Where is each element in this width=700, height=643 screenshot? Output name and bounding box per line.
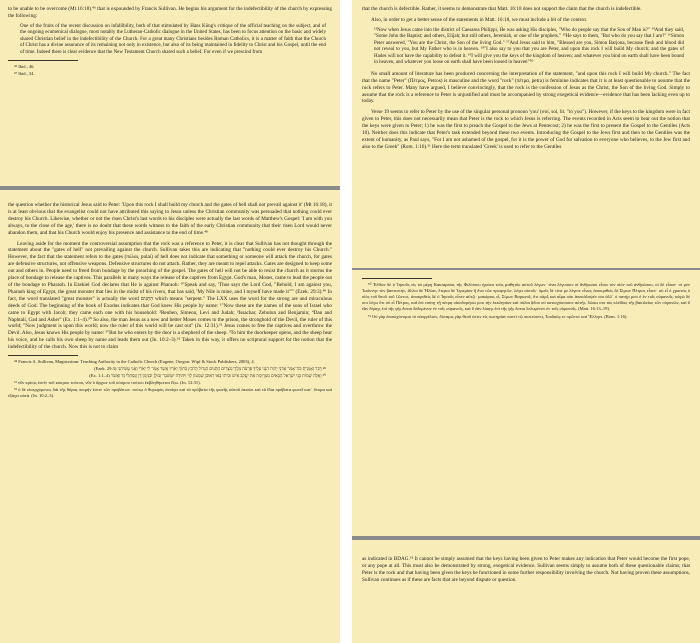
sullivan-block-quote: One of the fruits of the recent discussion on infallibility, both of that stimulated by Hans Küng's critique of the official teaching on the subject, and of the ongoing ecumenical dialogue, most notably the Lutheran-Catholic dialogue in the United States, has been to focus attention on the basic and widely shared Christian belief in the indefectibility of the Church. For a great many Christians besides Roman Catholics, it is a matter of faith that the Church of Christ has a divine assurance of its remaining not only in existence, but also of its being maintained in fidelity to Christ and his Gospel, until the end of time. Indeed there is clear evidence that the New Testament Church shared such a belief. For even if we prescind from — [20, 23, 326, 55]
footnote-51-greek: ⁵¹ Οὐ γὰρ ἐπαισχύνομαι τὸ εὐαγγέλιον, δύναμις γὰρ θεοῦ ἐστιν εἰς σωτηρίαν παντὶ τῷ πιστεύοντι, Ἰουδαίῳ τε πρῶτον καὶ Ἕλληνι. (Rom. 1:16). — [368, 313, 628, 319]
paragraph: Also, in order to get a better sense of the statements in Matt. 16:18, we must include a bit of the context. — [371, 16, 588, 23]
paragraph: that the church is defectible. Rather, it seems to demonstrate that Matt. 16:18 does not support the claim that the church is indefectible. — [362, 6, 642, 12]
footnote-separator — [362, 278, 432, 279]
page-panel-top-right — [352, 0, 700, 268]
footnote-48: ⁴⁸ Francis A. Sullivan, Magisterium: Teaching Authority in the Catholic Church (Eugene, Oregon: Wipf & Stock Publishers, 2003), 4. — [14, 359, 255, 365]
matthew-block-quote: ¹³Now when Jesus came into the district of Caesarea Philippi, He was asking His disciples, "Who do people say that the Son of Man is?" ¹⁴And they said, "Some John the Baptist; and others, Elijah; but still others, Jeremiah, or one of the prophets." ¹⁵He says to them, "But who do you say that I am?" ¹⁶Simon Peter answered, "You are the Christ, the Son of the living God." ¹⁷And Jesus said to him, "Blessed are you, Simon Barjona, because flesh and blood did not reveal to you, but My Father who is in heaven. ¹⁸"I also say to you that you are Peter, and upon this rock I will build My church; and the gates of Hades will not have the capability to defeat it. ¹⁹I will give you the keys of the kingdom of heaven; and whatever you bind on earth shall have been bound in heaven, and whatever you loose on earth shall have been loosed in heaven"⁵⁰ — [374, 27, 684, 66]
paragraph: as indicated in BDAG.⁵² It cannot be simply assumed that the keys having been given to Peter makes any indication that Peter would become the first pope, or any pope at all. This must also be demonstrated by strong, exegetical evidence. Sullivan seems simply to assume both of these questionable claims; that Peter is the rock and that having been given the keys he functioned in some further responsibility involving the church. Not having proven these assumptions, Sullivan continues as if these are facts that are beyond dispute or question. — [362, 556, 690, 583]
page-panel-bottom-right — [352, 540, 700, 643]
footnote-49: ⁴⁹ דַּבֵּר וְאָמַרְתָּ כֹּה־אָמַר אֲדֹנָי יְהוִה הִנְנִי עָלֶיךָ פַּרְעֹה מֶלֶךְ־מִצְרַיִם הַתַּנִּים הַגָּדוֹל הָרֹבֵץ בְּתוֹךְ יְאֹרָיו אֲשֶׁר אָמַר לִי יְאֹרִי וַאֲנִי עֲשִׂיתִנִי (Ezek. 29:3) — [94, 365, 326, 371]
footnote-52: ⁵² ὁ δὲ εἰσερχόμενος διὰ τῆς θύρας ποιμήν ἐστιν τῶν προβάτων. τούτῳ ὁ θυρωρὸς ἀνοίγει καὶ τὰ πρόβατα τῆς φωνῆς αὐτοῦ ἀκούει καὶ τὰ ἴδια πρόβατα φωνεῖ κατ᾽ ὄνομα καὶ ἐξάγει αὐτά. (Jn. 10:2–3). — [8, 386, 332, 398]
footnote-50-greek: ⁵⁰ Ἐλθὼν δὲ ὁ Ἰησοῦς εἰς τὰ μέρη Καισαρείας τῆς Φιλίππου ἠρώτα τοὺς μαθητὰς αὐτοῦ λέγων· τίνα λέγουσιν οἱ ἄνθρωποι εἶναι τὸν υἱὸν τοῦ ἀνθρώπου; οἱ δὲ εἶπαν· οἱ μὲν Ἰωάννην τὸν βαπτιστήν, ἄλλοι δὲ Ἠλίαν, ἕτεροι δὲ Ἰερεμίαν ἢ ἕνα τῶν προφητῶν. λέγει αὐτοῖς· ὑμεῖς δὲ τίνα με λέγετε εἶναι; ἀποκριθεὶς δὲ Σίμων Πέτρος εἶπεν· σὺ εἶ ὁ χριστὸς ὁ υἱὸς τοῦ θεοῦ τοῦ ζῶντος. ἀποκριθεὶς δὲ ὁ Ἰησοῦς εἶπεν αὐτῷ· μακάριος εἶ, Σίμων Βαριωνᾶ, ὅτι σὰρξ καὶ αἷμα οὐκ ἀπεκάλυψέν σοι ἀλλ᾽ ὁ πατήρ μου ὁ ἐν τοῖς οὐρανοῖς. κἀγὼ δέ σοι λέγω ὅτι σὺ εἶ Πέτρος, καὶ ἐπὶ ταύτῃ τῇ πέτρᾳ οἰκοδομήσω μου τὴν ἐκκλησίαν καὶ πύλαι ᾅδου οὐ κατισχύσουσιν αὐτῆς. δώσω σοι τὰς κλεῖδας τῆς βασιλείας τῶν οὐρανῶν, καὶ ὃ ἐὰν δήσῃς ἐπὶ τῆς γῆς ἔσται δεδεμένον ἐν τοῖς οὐρανοῖς, καὶ ὃ ἐὰν λύσῃς ἐπὶ τῆς γῆς ἔσται λελυμένον ἐν τοῖς οὐρανοῖς. (Matt. 16:13–19). — [362, 282, 690, 311]
page-panel-middle-right — [352, 270, 700, 536]
footnote-50: ⁵⁰ וְאֵלֶּה שְׁמוֹת בְּנֵי יִשְׂרָאֵל הַבָּאִים מִצְרָיְמָה אֵת יַעֲקֹב אִישׁ וּבֵיתוֹ בָּאוּ רְאוּבֵן שִׁמְעוֹן לֵוִי וִיהוּדָה יִשָּׂשכָר זְבוּלֻן וּבִנְיָמִן דָּן וְנַפְתָּלִי גָּד וְאָשֵׁר (Ex. 1:1–4) — [89, 372, 326, 378]
footnote-51: ⁵¹ νῦν κρίσις ἐστὶν τοῦ κόσμου τούτου, νῦν ὁ ἄρχων τοῦ κόσμου τούτου ἐκβληθήσεται ἔξω. (Jn. 12:31). — [14, 379, 201, 385]
paragraph: Verse 19 seems to refer to Peter by the use of the singular personal pronoun 'you' (σοί, soi, lit. "to you"). However, if the keys to the kingdom were in fact given to Peter, this does not necessarily mean that Peter is the rock to which Jesus is referring. The events recorded in Acts seem to bear out the notion that the keys were given to Peter; 1) he was the first to preach the Gospel to the Jews at Pentecost; 2) he was the first to present the Gospel to the Gentiles (Acts 10). Neither does this indicate that Peter's task extended beyond these two events. Introducing the Gospel to the Jews first and then to the Gentiles was the extent of humanity, as Paul says, "For I am not ashamed of the gospel, for it is the power of God for salvation to everyone who believes, to the Jew first and also to the Greek" (Rom. 1:16).⁵¹ Here the term translated 'Greek' is used to refer to the Gentiles — [362, 109, 690, 150]
paragraph: No small amount of literature has been produced concerning the interpretation of the statement, "and upon this rock I will build My church." The fact that the name "Peter" (Πέτρος, Petros) is masculine and the word "rock" (πέτρα, petra) is feminine indicates that it is at least questionable to assume that the rock refers to Peter. Many have argued, I believe convincingly, that the rock is the confession of Jesus as the Christ, the Son of the living God. Simply to assume that the rock is a reference to Peter is unjustified and must be accompanied by strong exegetical evidence—evidence that has been lacking even up to today. — [362, 70, 690, 105]
paragraph: the question whether the historical Jesus said to Peter: 'Upon this rock I shall build my church and the gates of hell shall not prevail against it' (Mt 16:18), it is at least obvious that the evangelist could not have attributed this saying to Jesus unless the Christian community was persuaded that nothing could ever destroy his Church. Likewise, whether or not the risen Christ's last words to his disciples were actually the last words of Matthew's Gospel: 'I am with you always, to the close of the age,' there is no doubt that these words witness to the faith of the early Christian community that their risen Lord would never abandon them, and that his Church would enjoy his presence and assistance to the end of time.⁴⁸ — [8, 202, 332, 236]
footnote-47: ⁴⁷ Ibid., 34. — [14, 71, 35, 77]
footnote-46: ⁴⁶ Ibid., 46. — [14, 64, 35, 70]
footnote-separator — [8, 60, 78, 61]
intro-paragraph: to be unable to be overcome (Mt 16:18).⁴⁶ that is expounded by Francis Sullivan. He begins his argument for the indefectibility of the church by expressing the following: — [8, 6, 332, 19]
page-panel-top-left — [0, 0, 340, 187]
paragraph: Leaving aside for the moment the controversial assumption that the rock was a reference to Peter, it is clear that Sullivan has not thought through the statement about the "gates of hell" not prevailing against the church. Sullivan takes this are indicating that "nothing could ever destroy his Church." However, the fact that the statement refers to the gates (πύλαι, pulai) of hell does not indicate that something or someone will attack the church, for gates are defensive structures, not offensive weapons. Defensive structures do not attack. Rather, they are meant to repel attacks. Gates are designed to keep some out and others in. People need to freed from bondage by the preaching of the gospel. The gates of hell will not be able to resist the church as it storms the place of bondage to release the captives. This parallels in many ways the release of the captives from Egypt. God's man, Moses, came to lead the people out of the bondage to Pharaoh. In Ezekiel God declares that He is against Pharaoh: ³"Speak and say, 'Thus says the Lord God, "Behold, I am against you, Pharaoh king of Egypt, the great monster that lies in the midst of his rivers, that has said, 'My Nile is mine, and I myself have made it'"" (Ezek. 29:3).⁴⁹ In fact, the word translated "great monster" is actually the word הַתַּנִּים which means "serpent." The LXX uses the word for the strong are and miraculous deeds of God. The beginning of the book of Exodus indicates that God knew His people by name: ¹"Now these are the names of the sons of Israel who came to Egypt with Jacob; they came each one with his household: ²Reuben, Simeon, Levi and Judah; ³Issachar, Zebulun and Benjamin; ⁴Dan and Naphtali, Gad and Asher" (Ex. 1:1–4).⁵⁰ So also, the man Jesus as a new and better Moses comes to the prison, the stronghold of the Devil, the ruler of this world; "Now judgment is upon this world; now the ruler of this world will be cast out" (Jn. 12:31).⁵¹ Jesus comes to free the captives and overthrow the Devil. Also, Jesus knows His people by name: ³"But he who enters by the door is a shepherd of the sheep. ³To him the doorkeeper opens, and the sheep hear his voice, and he calls his own sheep by name and leads them out (Jn. 10:2–3).⁵² Taken in this way, it offers no scriptural support for the notion that the indefectibility of the church. Now this is not to claim — [8, 240, 332, 351]
page-panel-bottom-left — [0, 190, 340, 643]
footnote-separator — [8, 355, 78, 356]
